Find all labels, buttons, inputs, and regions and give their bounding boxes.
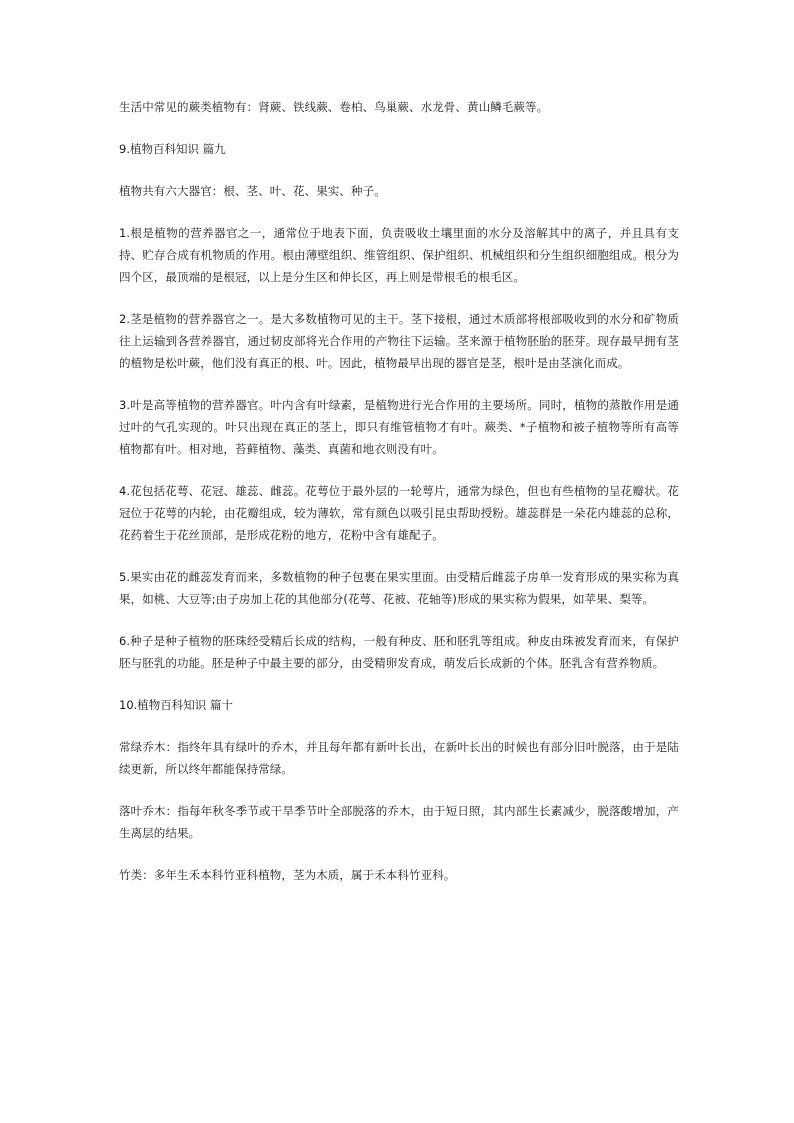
seed-paragraph: 6.种子是种子植物的胚珠经受精后长成的结构，一般有种皮、胚和胚乳等组成。种皮由珠被发育而来，有保护胚与胚乳的功能。胚是种子中最主要的部分，由受精卵发育成，萌发后长成新的个体。胚乳含有营养物质。 bbox=[119, 634, 679, 670]
flower-paragraph: 4.花包括花萼、花冠、雄蕊、雌蕊。花萼位于最外层的一轮萼片，通常为绿色，但也有些植物的呈花瓣状。花冠位于花萼的内轮，由花瓣组成，较为薄软，常有颜色以吸引昆虫帮助授粉。雄蕊群是一朵花内雄蕊的总称，花药着生于花丝顶部，是形成花粉的地方，花粉中含有雄配子。 bbox=[119, 484, 679, 542]
bamboo-paragraph: 竹类：多年生禾本科竹亚科植物，茎为木质，属于禾本科竹亚科。 bbox=[119, 868, 456, 882]
section-9-heading: 9.植物百科知识 篇九 bbox=[119, 142, 226, 156]
stem-paragraph: 2.茎是植物的营养器官之一。是大多数植物可见的主干。茎下接根，通过木质部将根部吸收到的水分和矿物质往上运输到各营养器官，通过韧皮部将光合作用的产物往下运输。茎来源于植物胚胎的胚芽。现存最早拥有茎的植物是松叶蕨，他们没有真正的根、叶。因此，植物最早出现的器官是茎，根叶是由茎演化而成。 bbox=[119, 312, 679, 370]
document-page bbox=[119, 96, 679, 906]
deciduous-paragraph: 落叶乔木：指每年秋冬季节或干旱季节叶全部脱落的乔木，由于短日照，其内部生长素减少，脱落酸增加，产生离层的结果。 bbox=[119, 804, 679, 840]
section-9-summary: 植物共有六大器官：根、茎、叶、花、果实、种子。 bbox=[119, 184, 386, 198]
root-paragraph: 1.根是植物的营养器官之一，通常位于地表下面，负责吸收土壤里面的水分及溶解其中的离子，并且具有支持、贮存合成有机物质的作用。根由薄壁组织、维管组织、保护组织、机械组织和分生组织细胞组成。根分为四个区，最顶端的是根冠，以上是分生区和伸长区，再上则是带根毛的根毛区。 bbox=[119, 226, 679, 284]
evergreen-paragraph: 常绿乔木：指终年具有绿叶的乔木，并且每年都有新叶长出，在新叶长出的时候也有部分旧叶脱落，由于是陆续更新，所以终年都能保持常绿。 bbox=[119, 740, 679, 776]
leaf-paragraph: 3.叶是高等植物的营养器官。叶内含有叶绿素，是植物进行光合作用的主要场所。同时，植物的蒸散作用是通过叶的气孔实现的。叶只出现在真正的茎上，即只有维管植物才有叶。蕨类、*子植物和被子植物等所有高等植物都有叶。相对地，苔藓植物、藻类、真菌和地衣则没有叶。 bbox=[119, 398, 679, 456]
intro-ferns-paragraph: 生活中常见的蕨类植物有：肾蕨、铁线蕨、卷柏、鸟巢蕨、水龙骨、黄山鳞毛蕨等。 bbox=[119, 100, 549, 114]
fruit-paragraph: 5.果实由花的雌蕊发育而来，多数植物的种子包裹在果实里面。由受精后雌蕊子房单一发育形成的果实称为真果，如桃、大豆等;由子房加上花的其他部分(花萼、花被、花轴等)形成的果实称为假果，如苹果、梨等。 bbox=[119, 570, 679, 606]
section-10-heading: 10.植物百科知识 篇十 bbox=[119, 698, 233, 712]
